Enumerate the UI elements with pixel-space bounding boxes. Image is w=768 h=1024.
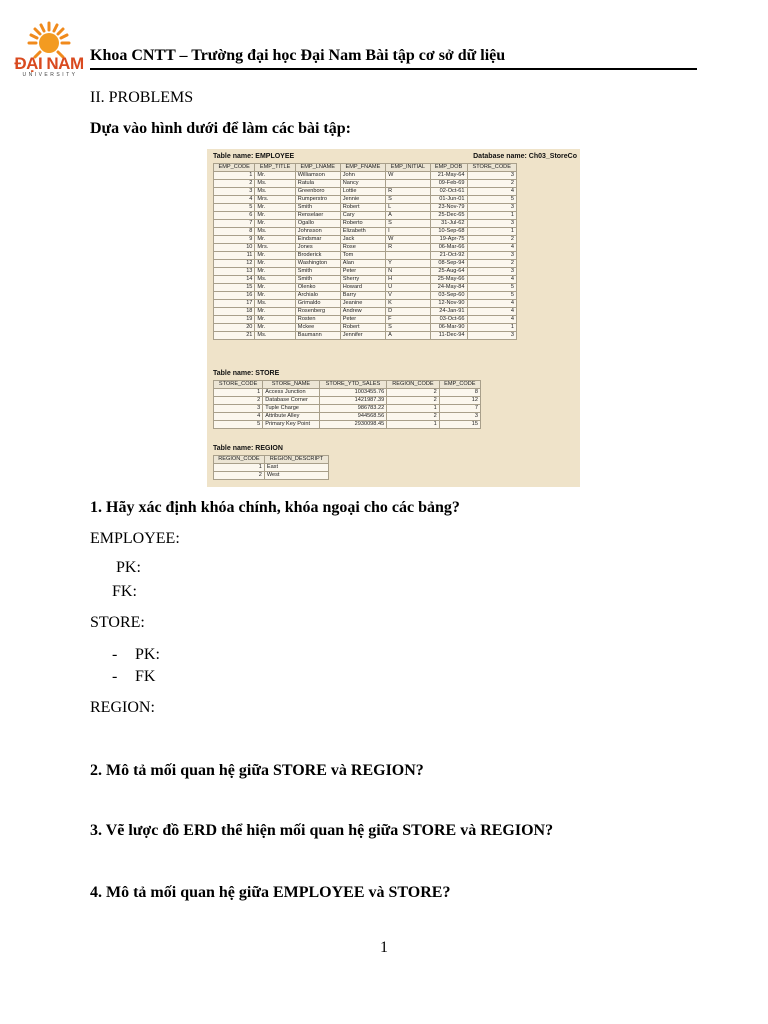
store-cell: Attribute Alley bbox=[263, 413, 319, 421]
employee-cell: Ms. bbox=[255, 188, 295, 196]
employee-cell: 1 bbox=[467, 212, 517, 220]
employee-cell: Mr. bbox=[255, 212, 295, 220]
employee-row bbox=[214, 236, 517, 244]
employee-cell: Robert bbox=[340, 324, 385, 332]
region-row bbox=[214, 464, 329, 472]
employee-cell: Smith bbox=[295, 204, 340, 212]
employee-cell: Mr. bbox=[255, 220, 295, 228]
employee-cell: Ms. bbox=[255, 180, 295, 188]
employee-cell: Rosten bbox=[295, 316, 340, 324]
employee-cell: Mr. bbox=[255, 236, 295, 244]
employee-cell: Olenko bbox=[295, 284, 340, 292]
employee-cell: John bbox=[340, 172, 385, 180]
employee-cell: Baumann bbox=[295, 332, 340, 340]
employee-cell: Ms. bbox=[255, 300, 295, 308]
region-row bbox=[214, 472, 329, 480]
employee-fk: FK: bbox=[112, 583, 137, 600]
employee-header-cell: EMP_FNAME bbox=[340, 164, 385, 172]
store-cell: 1 bbox=[214, 389, 263, 397]
employee-cell: V bbox=[386, 292, 431, 300]
employee-cell: Jennie bbox=[340, 196, 385, 204]
employee-table bbox=[213, 163, 517, 340]
store-header-cell: STORE_NAME bbox=[263, 381, 319, 389]
employee-cell: 3 bbox=[467, 268, 517, 276]
employee-cell: Barry bbox=[340, 292, 385, 300]
store-header-cell: STORE_CODE bbox=[214, 381, 263, 389]
employee-cell: U bbox=[386, 284, 431, 292]
question-4: 4. Mô tả mối quan hệ giữa EMPLOYEE và STORE? bbox=[90, 884, 451, 901]
employee-row bbox=[214, 220, 517, 228]
employee-cell: 18 bbox=[214, 308, 255, 316]
employee-cell: 3 bbox=[467, 332, 517, 340]
employee-cell: 15 bbox=[214, 284, 255, 292]
employee-cell: Eindsmar bbox=[295, 236, 340, 244]
employee-cell: 2 bbox=[467, 260, 517, 268]
store-cell: 7 bbox=[439, 405, 480, 413]
employee-cell: 13 bbox=[214, 268, 255, 276]
store-cell: 2 bbox=[387, 397, 440, 405]
region-label: REGION: bbox=[90, 699, 155, 716]
employee-cell: 2 bbox=[214, 180, 255, 188]
employee-header-cell: STORE_CODE bbox=[467, 164, 517, 172]
store-pk-bullet: - bbox=[112, 646, 118, 663]
employee-cell: 16 bbox=[214, 292, 255, 300]
employee-cell: 08-Sep-94 bbox=[430, 260, 467, 268]
employee-cell: 9 bbox=[214, 236, 255, 244]
employee-cell: 19-Apr-75 bbox=[430, 236, 467, 244]
intro-text: Dựa vào hình dưới để làm các bài tập: bbox=[90, 120, 351, 137]
employee-row bbox=[214, 196, 517, 204]
employee-cell: 01-Jun-01 bbox=[430, 196, 467, 204]
employee-cell: 02-Oct-61 bbox=[430, 188, 467, 196]
store-cell: 2 bbox=[387, 413, 440, 421]
employee-cell: Mrs. bbox=[255, 244, 295, 252]
employee-cell: Williamson bbox=[295, 172, 340, 180]
employee-cell: 4 bbox=[467, 276, 517, 284]
store-cell: 944568.56 bbox=[319, 413, 387, 421]
employee-cell: 4 bbox=[467, 188, 517, 196]
employee-cell: W bbox=[386, 236, 431, 244]
store-cell: 3 bbox=[214, 405, 263, 413]
employee-cell: 10-Sep-68 bbox=[430, 228, 467, 236]
employee-row bbox=[214, 180, 517, 188]
employee-cell: 21 bbox=[214, 332, 255, 340]
employee-cell: 5 bbox=[467, 292, 517, 300]
employee-cell: 24-May-84 bbox=[430, 284, 467, 292]
employee-cell: 5 bbox=[214, 204, 255, 212]
employee-cell: 21-May-64 bbox=[430, 172, 467, 180]
logo-name: ĐẠI NAM bbox=[14, 54, 84, 73]
employee-cell: 12-Nov-90 bbox=[430, 300, 467, 308]
employee-row bbox=[214, 244, 517, 252]
employee-cell: 3 bbox=[467, 204, 517, 212]
employee-cell: 14 bbox=[214, 276, 255, 284]
employee-row bbox=[214, 308, 517, 316]
employee-row bbox=[214, 204, 517, 212]
employee-cell: Smith bbox=[295, 276, 340, 284]
employee-cell: Grimaldo bbox=[295, 300, 340, 308]
store-label: STORE: bbox=[90, 614, 145, 631]
employee-cell: Ms. bbox=[255, 332, 295, 340]
database-figure bbox=[207, 149, 580, 487]
store-cell: 986783.22 bbox=[319, 405, 387, 413]
employee-cell: Archialo bbox=[295, 292, 340, 300]
store-cell: 1 bbox=[387, 405, 440, 413]
employee-cell: 12 bbox=[214, 260, 255, 268]
employee-cell: Mr. bbox=[255, 308, 295, 316]
store-row bbox=[214, 413, 481, 421]
employee-cell: Smith bbox=[295, 268, 340, 276]
employee-cell: Mr. bbox=[255, 172, 295, 180]
employee-cell: Y bbox=[386, 260, 431, 268]
store-cell: Database Corner bbox=[263, 397, 319, 405]
employee-cell: 4 bbox=[467, 300, 517, 308]
employee-header-cell: EMP_INITIAL bbox=[386, 164, 431, 172]
employee-cell: 03-Sep-60 bbox=[430, 292, 467, 300]
employee-cell: Tom bbox=[340, 252, 385, 260]
store-table-label: Table name: STORE bbox=[213, 370, 280, 377]
store-row bbox=[214, 389, 481, 397]
employee-row bbox=[214, 252, 517, 260]
question-3: 3. Vẽ lược đồ ERD thể hiện mối quan hệ giữa STORE và REGION? bbox=[90, 822, 554, 839]
employee-cell: 1 bbox=[214, 172, 255, 180]
employee-row bbox=[214, 268, 517, 276]
employee-cell: 25-May-66 bbox=[430, 276, 467, 284]
store-cell: 8 bbox=[439, 389, 480, 397]
employee-cell: Rumperstro bbox=[295, 196, 340, 204]
employee-cell: 4 bbox=[467, 308, 517, 316]
store-row bbox=[214, 397, 481, 405]
store-table bbox=[213, 380, 481, 429]
employee-cell: A bbox=[386, 332, 431, 340]
employee-cell: 17 bbox=[214, 300, 255, 308]
employee-cell: Ratula bbox=[295, 180, 340, 188]
employee-row bbox=[214, 260, 517, 268]
employee-cell: R bbox=[386, 244, 431, 252]
employee-cell: 09-Feb-69 bbox=[430, 180, 467, 188]
question-1: 1. Hãy xác định khóa chính, khóa ngoại cho các bảng? bbox=[90, 499, 460, 516]
employee-cell: Broderick bbox=[295, 252, 340, 260]
employee-pk: PK: bbox=[116, 559, 141, 576]
employee-cell: H bbox=[386, 276, 431, 284]
employee-cell: Peter bbox=[340, 316, 385, 324]
employee-cell: 5 bbox=[467, 284, 517, 292]
employee-cell: Ogallo bbox=[295, 220, 340, 228]
employee-cell: S bbox=[386, 196, 431, 204]
employee-cell: Mr. bbox=[255, 284, 295, 292]
region-header-cell: REGION_DESCRIPT bbox=[264, 456, 328, 464]
employee-cell: Johnsson bbox=[295, 228, 340, 236]
employee-cell: 23-Nov-79 bbox=[430, 204, 467, 212]
employee-cell: 20 bbox=[214, 324, 255, 332]
store-header-cell: STORE_YTD_SALES bbox=[319, 381, 387, 389]
region-cell: West bbox=[264, 472, 328, 480]
employee-cell: 5 bbox=[467, 196, 517, 204]
employee-cell: D bbox=[386, 308, 431, 316]
employee-cell: N bbox=[386, 268, 431, 276]
employee-row bbox=[214, 172, 517, 180]
employee-cell: Mrs. bbox=[255, 196, 295, 204]
employee-cell: 06-Mar-66 bbox=[430, 244, 467, 252]
region-cell: 2 bbox=[214, 472, 265, 480]
employee-cell: Robert bbox=[340, 204, 385, 212]
employee-cell: 25-Aug-64 bbox=[430, 268, 467, 276]
employee-row bbox=[214, 316, 517, 324]
employee-cell: Rose bbox=[340, 244, 385, 252]
employee-cell: 3 bbox=[467, 220, 517, 228]
employee-header-cell: EMP_DOB bbox=[430, 164, 467, 172]
store-cell: Access Junction bbox=[263, 389, 319, 397]
employee-cell: R bbox=[386, 188, 431, 196]
store-header-cell: EMP_CODE bbox=[439, 381, 480, 389]
region-cell: 1 bbox=[214, 464, 265, 472]
employee-cell: W bbox=[386, 172, 431, 180]
logo-subtitle: UNIVERSITY bbox=[22, 72, 78, 78]
store-header-cell: REGION_CODE bbox=[387, 381, 440, 389]
employee-cell: 8 bbox=[214, 228, 255, 236]
store-cell: 15 bbox=[439, 421, 480, 429]
employee-cell: Ms. bbox=[255, 276, 295, 284]
employee-header-cell: EMP_TITLE bbox=[255, 164, 295, 172]
employee-cell: Nancy bbox=[340, 180, 385, 188]
employee-row bbox=[214, 292, 517, 300]
employee-row bbox=[214, 228, 517, 236]
store-cell: 12 bbox=[439, 397, 480, 405]
employee-cell: Andrew bbox=[340, 308, 385, 316]
employee-cell: K bbox=[386, 300, 431, 308]
employee-cell: Sherry bbox=[340, 276, 385, 284]
employee-cell: Mr. bbox=[255, 268, 295, 276]
employee-cell: Elizabeth bbox=[340, 228, 385, 236]
employee-cell: Mr. bbox=[255, 204, 295, 212]
employee-cell: 6 bbox=[214, 212, 255, 220]
employee-cell: 7 bbox=[214, 220, 255, 228]
employee-row bbox=[214, 300, 517, 308]
employee-cell: Greenboro bbox=[295, 188, 340, 196]
employee-cell bbox=[386, 180, 431, 188]
store-cell: 1421987.39 bbox=[319, 397, 387, 405]
employee-cell: Mr. bbox=[255, 324, 295, 332]
employee-cell: 19 bbox=[214, 316, 255, 324]
header-title: Khoa CNTT – Trường đại học Đại Nam Bài tập cơ sở dữ liệu bbox=[90, 47, 506, 64]
store-cell: Primary Key Point bbox=[263, 421, 319, 429]
store-fk-bullet: - bbox=[112, 668, 118, 685]
employee-cell: Cary bbox=[340, 212, 385, 220]
store-fk: FK bbox=[135, 668, 156, 685]
employee-cell: Mr. bbox=[255, 292, 295, 300]
employee-cell: Jack bbox=[340, 236, 385, 244]
employee-row bbox=[214, 284, 517, 292]
employee-cell: Roberto bbox=[340, 220, 385, 228]
employee-header-cell: EMP_LNAME bbox=[295, 164, 340, 172]
region-cell: East bbox=[264, 464, 328, 472]
employee-cell: Washington bbox=[295, 260, 340, 268]
employee-cell: 24-Jan-91 bbox=[430, 308, 467, 316]
employee-cell: 3 bbox=[467, 252, 517, 260]
employee-cell: L bbox=[386, 204, 431, 212]
employee-row bbox=[214, 188, 517, 196]
employee-cell bbox=[386, 252, 431, 260]
store-pk: PK: bbox=[135, 646, 160, 663]
database-name-label: Database name: Ch03_StoreCo bbox=[473, 153, 577, 160]
store-cell: 2 bbox=[387, 389, 440, 397]
employee-cell: 03-Oct-66 bbox=[430, 316, 467, 324]
employee-cell: I bbox=[386, 228, 431, 236]
employee-cell: Ms. bbox=[255, 228, 295, 236]
employee-cell: Rosenberg bbox=[295, 308, 340, 316]
employee-cell: Jennifer bbox=[340, 332, 385, 340]
employee-cell: 21-Oct-92 bbox=[430, 252, 467, 260]
store-cell: 1 bbox=[387, 421, 440, 429]
store-cell: 1003455.76 bbox=[319, 389, 387, 397]
employee-cell: 4 bbox=[467, 316, 517, 324]
store-row bbox=[214, 405, 481, 413]
employee-cell: 11-Dec-94 bbox=[430, 332, 467, 340]
employee-cell: F bbox=[386, 316, 431, 324]
employee-label: EMPLOYEE: bbox=[90, 530, 180, 547]
employee-cell: 4 bbox=[467, 244, 517, 252]
employee-cell: Howard bbox=[340, 284, 385, 292]
employee-cell: 10 bbox=[214, 244, 255, 252]
store-cell: 2930098.45 bbox=[319, 421, 387, 429]
employee-cell: 06-Mar-90 bbox=[430, 324, 467, 332]
page-number: 1 bbox=[380, 939, 388, 956]
store-row bbox=[214, 421, 481, 429]
employee-cell: Mckee bbox=[295, 324, 340, 332]
employee-cell: Alan bbox=[340, 260, 385, 268]
region-header-cell: REGION_CODE bbox=[214, 456, 265, 464]
employee-table-label: Table name: EMPLOYEE bbox=[213, 153, 295, 160]
employee-cell: 3 bbox=[467, 172, 517, 180]
section-title: II. PROBLEMS bbox=[90, 89, 194, 106]
store-cell: 3 bbox=[439, 413, 480, 421]
employee-row bbox=[214, 276, 517, 284]
employee-cell: Mr. bbox=[255, 252, 295, 260]
employee-cell: S bbox=[386, 220, 431, 228]
employee-cell: 25-Dec-65 bbox=[430, 212, 467, 220]
employee-cell: Jones bbox=[295, 244, 340, 252]
employee-cell: A bbox=[386, 212, 431, 220]
employee-cell: 2 bbox=[467, 180, 517, 188]
employee-cell: 31-Jul-62 bbox=[430, 220, 467, 228]
employee-cell: Lottie bbox=[340, 188, 385, 196]
employee-cell: 2 bbox=[467, 236, 517, 244]
employee-cell: Mr. bbox=[255, 316, 295, 324]
employee-cell: Mr. bbox=[255, 260, 295, 268]
store-cell: 5 bbox=[214, 421, 263, 429]
header-divider bbox=[90, 68, 697, 70]
employee-cell: Renselaer bbox=[295, 212, 340, 220]
employee-row bbox=[214, 324, 517, 332]
region-table-label: Table name: REGION bbox=[213, 445, 283, 452]
question-2: 2. Mô tả mối quan hệ giữa STORE và REGION? bbox=[90, 762, 424, 779]
employee-cell: 1 bbox=[467, 324, 517, 332]
store-cell: 2 bbox=[214, 397, 263, 405]
employee-row bbox=[214, 332, 517, 340]
region-table bbox=[213, 455, 329, 480]
employee-cell: S bbox=[386, 324, 431, 332]
employee-cell: 1 bbox=[467, 228, 517, 236]
store-cell: 4 bbox=[214, 413, 263, 421]
employee-cell: 4 bbox=[214, 196, 255, 204]
employee-cell: Peter bbox=[340, 268, 385, 276]
employee-header-cell: EMP_CODE bbox=[214, 164, 255, 172]
employee-cell: 11 bbox=[214, 252, 255, 260]
employee-row bbox=[214, 212, 517, 220]
store-cell: Tuple Charge bbox=[263, 405, 319, 413]
employee-cell: Jeanine bbox=[340, 300, 385, 308]
employee-cell: 3 bbox=[214, 188, 255, 196]
